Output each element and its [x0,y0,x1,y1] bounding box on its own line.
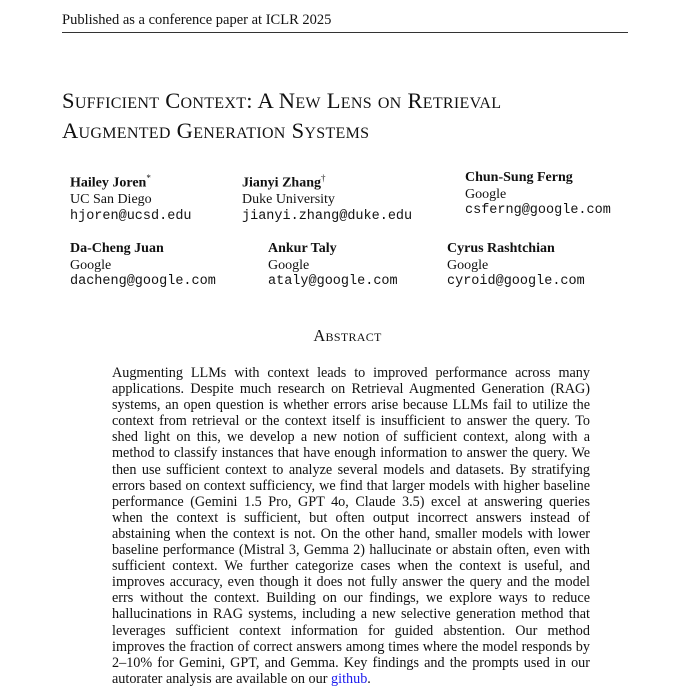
author-name: Chun-Sung Ferng [465,170,573,185]
abstract-heading: Abstract [313,326,382,345]
author-name: Ankur Taly [268,241,337,256]
author-email[interactable]: hjoren@ucsd.edu [70,208,192,224]
author-affiliation: Google [447,257,489,273]
author-affiliation: Google [268,257,310,273]
author-name: Da-Cheng Juan [70,241,164,256]
abstract-end: . [367,670,371,687]
author-email[interactable]: cyroid@google.com [447,274,585,289]
paper-title [62,86,662,146]
author-affiliation: Google [70,257,112,273]
abstract-body [112,365,590,687]
author-email[interactable]: jianyi.zhang@duke.edu [242,208,413,224]
author-block [70,241,216,291]
author-block [447,241,585,291]
author-affiliation: UC San Diego [70,192,152,208]
title-line-2: Augmented Generation Systems [62,118,370,143]
author-affiliation: Google [465,186,507,202]
author-block [70,170,192,225]
author-name: Hailey Joren* [70,173,151,191]
author-footnote-mark: * [146,173,151,183]
abstract-text: Augmenting LLMs with context leads to improved performance across many applications. Despite much research on Retrieval Augmented Generation (RAG) systems, an open question is whether errors arise because LLMs fail to utilize the context from retrieval or the context itself is insufficient to answer the query. To shed light on this, we develop a new notion of sufficient context, along with a method to classify instances that have enough information to answer the query. We then use sufficient context to analyze several models and datasets. By stratifying errors based on context sufficiency, we find that larger models with higher baseline performance (Gemini 1.5 Pro, GPT 4o, Claude 3.5) excel at answering queries when the context is sufficient, but often output incorrect answers instead of abstaining when the context is not. On the other hand, smaller models with lower baseline performance (Mistral 3, Gemma 2) hallucinate or abstain often, even with sufficient context. We further categorize cases when the context is useful, and improves accuracy, even though it does not fully answer the query and the model errs without the context. Building on our findings, we explore ways to reduce hallucinations in RAG systems, including a new selective generation method that leverages sufficient context information for guided abstention. Our method improves the fraction of correct answers among times where the model responds by 2–10% for Gemini, GPT, and Gemma. Key findings and the prompts used in our autorater analysis are available on our [112,365,590,687]
running-header: Published as a conference paper at ICLR 2025 [62,10,628,33]
author-block [465,170,611,220]
author-name: Cyrus Rashtchian [447,241,555,256]
author-block [242,170,412,225]
author-email[interactable]: ataly@google.com [268,274,398,289]
author-name: Jianyi Zhang† [242,173,326,191]
author-email[interactable]: dacheng@google.com [70,274,216,289]
author-footnote-mark: † [320,173,326,183]
github-link[interactable]: github [331,670,368,687]
author-block [268,241,398,291]
author-affiliation: Duke University [242,192,335,208]
title-line-1: Sufficient Context: A New Lens on Retrieval [62,88,502,113]
author-email[interactable]: csferng@google.com [465,203,611,218]
